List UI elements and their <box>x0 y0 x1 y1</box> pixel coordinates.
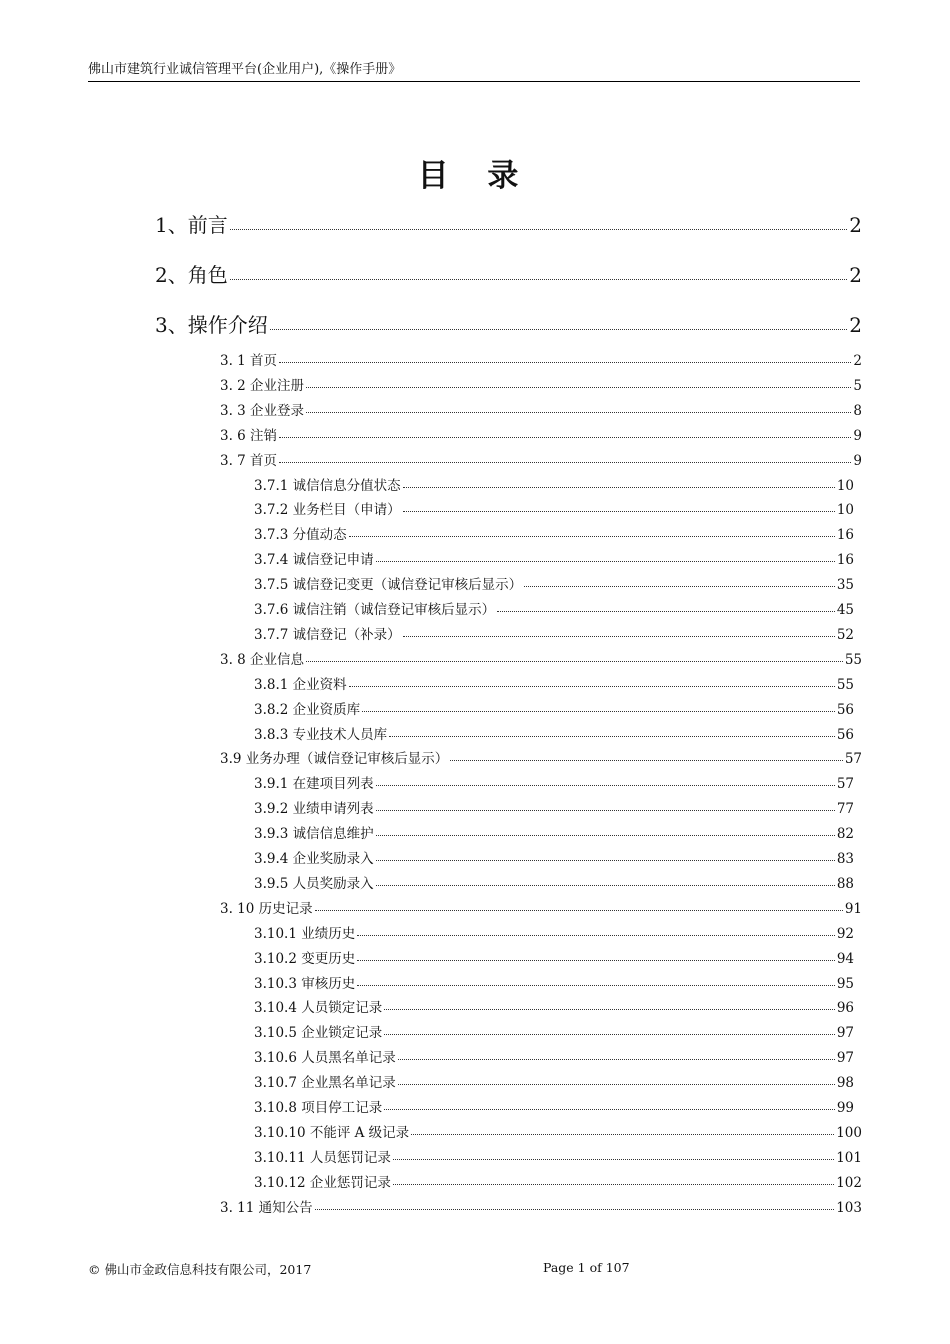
toc-entry[interactable] <box>220 1198 862 1218</box>
toc-entry[interactable] <box>254 998 854 1018</box>
toc-entry-label: 3.9.1 在建项目列表 <box>254 776 374 793</box>
toc-entry[interactable] <box>155 310 862 340</box>
toc-entry[interactable] <box>220 451 862 471</box>
toc-entry-page: 97 <box>836 1025 854 1042</box>
toc-entry[interactable] <box>220 899 862 919</box>
toc-entry-label: 3.10.1 业绩历史 <box>254 925 356 942</box>
toc-entry-label: 3.8.2 企业资质库 <box>254 701 361 718</box>
toc-leader-dots <box>306 402 851 412</box>
toc-entry-page: 99 <box>836 1100 854 1116</box>
toc-entry[interactable] <box>254 1073 854 1093</box>
toc-leader-dots <box>384 1000 835 1010</box>
toc-entry-label: 3. 3 企业登录 <box>220 402 305 419</box>
toc-entry[interactable] <box>254 774 854 794</box>
toc-entry-label: 3. 1 首页 <box>220 353 278 369</box>
toc-entry[interactable] <box>254 1023 854 1043</box>
toc-entry[interactable] <box>254 700 854 720</box>
toc-entry-page: 97 <box>836 1050 854 1067</box>
toc-leader-dots <box>230 265 848 280</box>
footer-page-info: Page 1 of 107 <box>543 1260 630 1275</box>
toc-leader-dots <box>376 851 835 861</box>
toc-entry[interactable] <box>254 550 854 570</box>
toc-entry-label: 3. 7 首页 <box>220 452 278 469</box>
toc-leader-dots <box>362 701 835 711</box>
toc-entry-page: 10 <box>836 502 854 519</box>
toc-entry[interactable] <box>254 675 854 695</box>
toc-entry[interactable] <box>220 426 862 446</box>
toc-entry-label: 3. 8 企业信息 <box>220 651 305 668</box>
toc-leader-dots <box>393 1149 834 1159</box>
toc-entry-page: 77 <box>836 801 854 818</box>
toc-entry[interactable] <box>254 1098 854 1118</box>
toc-entry-page: 8 <box>853 402 862 419</box>
toc-leader-dots <box>376 875 835 885</box>
toc-entry-label: 3. 6 注销 <box>220 427 278 444</box>
toc-leader-dots <box>403 626 835 636</box>
toc-entry-page: 102 <box>836 1174 862 1191</box>
toc-entry-label: 3.7.6 诚信注销（诚信登记审核后显示） <box>254 602 496 618</box>
toc-leader-dots <box>411 1124 834 1134</box>
toc-entry-page: 2 <box>849 213 862 237</box>
toc-entry-page: 10 <box>836 477 854 494</box>
toc-entry-page: 57 <box>836 776 854 793</box>
toc-entry[interactable] <box>220 650 862 670</box>
toc-entry-page: 52 <box>836 626 854 643</box>
toc-entry-label: 3.7.7 诚信登记（补录） <box>254 626 401 643</box>
toc-entry-page: 56 <box>836 726 854 743</box>
toc-entry-label: 3.9.2 业绩申请列表 <box>254 801 374 818</box>
toc-entry[interactable] <box>254 525 854 545</box>
toc-entry-label: 3.9.5 人员奖励录入 <box>254 875 374 892</box>
toc-entry-page: 45 <box>836 602 854 618</box>
toc-entry[interactable] <box>254 1048 854 1068</box>
toc-leader-dots <box>349 676 835 686</box>
toc-entry-page: 55 <box>836 676 854 693</box>
toc-entry-page: 91 <box>844 900 862 917</box>
toc-entry-label: 3.10.3 审核历史 <box>254 975 356 992</box>
toc-entry[interactable] <box>254 974 854 994</box>
toc-entry[interactable] <box>254 1123 862 1143</box>
toc-entry[interactable] <box>220 376 862 396</box>
toc-entry-page: 57 <box>844 751 862 768</box>
toc-entry-page: 100 <box>836 1124 862 1141</box>
toc-title: 目 录 <box>417 158 533 194</box>
page-header: 佛山市建筑行业诚信管理平台(企业用户),《操作手册》 <box>88 60 860 82</box>
toc-leader-dots <box>279 353 851 363</box>
toc-entry-page: 92 <box>836 925 854 942</box>
toc-leader-dots <box>376 776 835 786</box>
toc-entry-page: 2 <box>853 353 862 369</box>
toc-leader-dots <box>349 527 835 537</box>
toc-entry[interactable] <box>220 351 862 371</box>
toc-leader-dots <box>270 315 848 330</box>
toc-leader-dots <box>230 215 848 230</box>
toc-entry-label: 3.7.2 业务栏目（申请） <box>254 502 401 519</box>
toc-entry-page: 95 <box>836 975 854 992</box>
toc-entry-page: 96 <box>836 1000 854 1017</box>
toc-entry-page: 2 <box>849 313 862 337</box>
toc-entry[interactable] <box>155 260 862 290</box>
toc-leader-dots <box>357 975 835 985</box>
toc-entry[interactable] <box>254 476 854 496</box>
toc-entry-label: 3.7.3 分值动态 <box>254 527 347 544</box>
toc-entry-page: 56 <box>836 701 854 718</box>
toc-entry-label: 3.7.5 诚信登记变更（诚信登记审核后显示） <box>254 577 523 594</box>
toc-entry-label: 3.10.6 人员黑名单记录 <box>254 1050 396 1067</box>
toc-entry-label: 3.8.3 专业技术人员库 <box>254 726 388 743</box>
toc-entry-page: 5 <box>853 377 862 394</box>
toc-entry-page: 82 <box>836 826 854 843</box>
toc-entry-label: 3.10.10 不能评 A 级记录 <box>254 1124 410 1141</box>
toc-entry-label: 3.7.4 诚信登记申请 <box>254 552 374 569</box>
toc-leader-dots <box>384 1100 835 1110</box>
toc-entry[interactable] <box>155 210 862 240</box>
toc-leader-dots <box>376 801 835 811</box>
toc-leader-dots <box>398 1050 835 1060</box>
toc-entry-label: 3.10.7 企业黑名单记录 <box>254 1075 396 1092</box>
toc-entry-label: 3.9.3 诚信信息维护 <box>254 826 374 843</box>
toc-entry-label: 3.10.8 项目停工记录 <box>254 1100 383 1116</box>
toc-entry[interactable] <box>254 575 854 595</box>
toc-entry-label: 3. 2 企业注册 <box>220 377 305 394</box>
toc-entry-page: 35 <box>836 577 854 594</box>
toc-entry-page: 98 <box>836 1075 854 1092</box>
toc-entry-label: 3.10.11 人员惩罚记录 <box>254 1149 391 1166</box>
toc-leader-dots <box>389 726 835 736</box>
toc-leader-dots <box>403 502 835 512</box>
toc-entry[interactable] <box>254 625 854 645</box>
toc-entry[interactable] <box>254 799 854 819</box>
toc-entry-page: 94 <box>836 950 854 967</box>
footer-copyright: © 佛山市金政信息科技有限公司，2017 <box>88 1262 312 1277</box>
toc-entry[interactable] <box>254 1148 862 1168</box>
toc-entry-label: 3. 11 通知公告 <box>220 1199 313 1216</box>
toc-leader-dots <box>279 452 851 462</box>
toc-leader-dots <box>357 925 835 935</box>
toc-leader-dots <box>315 1199 835 1209</box>
toc-leader-dots <box>497 602 835 612</box>
toc-entry-label: 3.7.1 诚信信息分值状态 <box>254 477 401 494</box>
toc-entry-label: 3.10.4 人员锁定记录 <box>254 1000 383 1017</box>
toc-entry-page: 16 <box>836 527 854 544</box>
toc-entry-label: 3.10.12 企业惩罚记录 <box>254 1174 391 1191</box>
toc-entry-page: 83 <box>836 851 854 867</box>
toc-entry-page: 88 <box>836 875 854 892</box>
toc-leader-dots <box>403 477 835 487</box>
toc-entry[interactable] <box>254 874 854 894</box>
toc-entry-page: 9 <box>853 452 862 469</box>
toc-leader-dots <box>450 751 843 761</box>
toc-entry[interactable] <box>254 500 854 520</box>
toc-entry[interactable] <box>254 849 854 869</box>
toc-entry[interactable] <box>220 749 862 769</box>
toc-leader-dots <box>315 900 843 910</box>
toc-entry[interactable] <box>254 600 854 620</box>
toc-entry-page: 55 <box>844 651 862 668</box>
toc-entry-page: 16 <box>836 552 854 569</box>
toc-leader-dots <box>376 826 835 836</box>
toc-leader-dots <box>357 950 835 960</box>
toc-entry-label: 1、前言 <box>155 213 228 237</box>
toc-entry-page: 103 <box>836 1199 862 1216</box>
toc-leader-dots <box>384 1025 835 1035</box>
toc-entry-label: 3、操作介绍 <box>155 313 268 337</box>
toc-entry-page: 9 <box>853 427 862 444</box>
toc-entry-label: 3.9.4 企业奖励录入 <box>254 851 374 867</box>
toc-entry[interactable] <box>254 949 854 969</box>
toc-leader-dots <box>524 577 835 587</box>
toc-leader-dots <box>393 1174 834 1184</box>
toc-entry[interactable] <box>254 824 854 844</box>
toc-entry[interactable] <box>220 401 862 421</box>
toc-leader-dots <box>306 377 851 387</box>
toc-entry[interactable] <box>254 924 854 944</box>
toc-leader-dots <box>376 552 835 562</box>
toc-entry-label: 3.8.1 企业资料 <box>254 676 347 693</box>
toc-entry-page: 2 <box>849 263 862 287</box>
toc-entry-label: 3. 10 历史记录 <box>220 900 313 917</box>
toc-entry[interactable] <box>254 1173 862 1193</box>
toc-entry-page: 101 <box>836 1149 862 1166</box>
toc-entry[interactable] <box>254 725 854 745</box>
toc-leader-dots <box>279 427 851 437</box>
toc-entry-label: 3.9 业务办理（诚信登记审核后显示） <box>220 751 449 768</box>
toc-leader-dots <box>306 651 843 661</box>
toc-entry-label: 3.10.5 企业锁定记录 <box>254 1025 383 1042</box>
toc-entry-label: 2、角色 <box>155 263 228 287</box>
toc-entry-label: 3.10.2 变更历史 <box>254 950 356 967</box>
toc-leader-dots <box>398 1075 835 1085</box>
